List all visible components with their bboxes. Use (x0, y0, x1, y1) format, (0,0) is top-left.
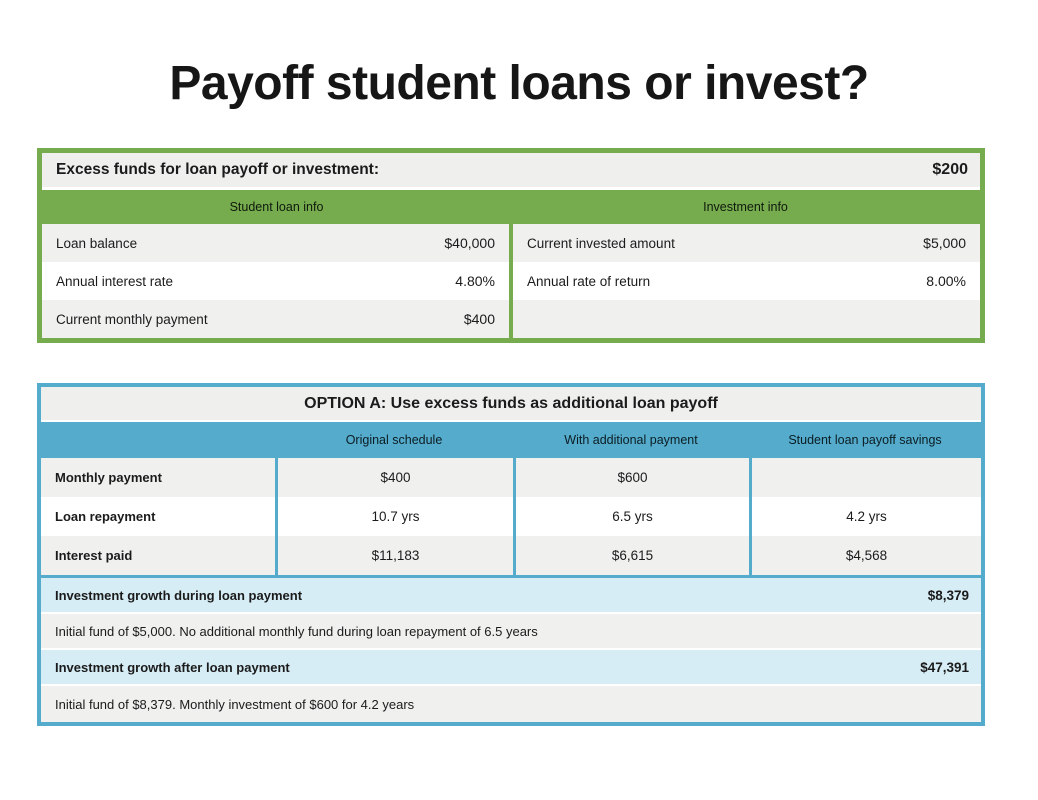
loan-balance-value[interactable]: $40,000 (444, 235, 495, 251)
monthly-payment-value[interactable]: $400 (463, 311, 495, 327)
table-row (42, 300, 509, 338)
row-label: Current monthly payment (56, 311, 208, 327)
option-a-grid (41, 422, 981, 575)
note-text: Initial fund of $5,000. No additional monthly fund during loan repayment of 6.5 years (55, 623, 538, 639)
cell-monthly-savings (749, 458, 981, 497)
cell-interest-savings: $4,568 (749, 536, 981, 575)
growth-during-note (41, 614, 981, 650)
excess-funds-table (37, 148, 985, 343)
option-a-table (37, 383, 985, 726)
row-label-interest-paid: Interest paid (41, 536, 275, 575)
student-loan-column (42, 224, 509, 338)
header-payoff-savings: Student loan payoff savings (749, 422, 981, 458)
growth-after-label: Investment growth after loan payment (55, 659, 290, 675)
header-with-additional-payment: With additional payment (513, 422, 749, 458)
row-label: Loan balance (56, 235, 138, 251)
investment-column (513, 224, 980, 338)
growth-during-label: Investment growth during loan payment (55, 587, 303, 603)
table-row (513, 300, 980, 338)
growth-during-row (41, 578, 981, 614)
cell-interest-original: $11,183 (275, 536, 513, 575)
note-text: Initial fund of $8,379. Monthly investment of $600 for 4.2 years (55, 696, 415, 712)
growth-after-value: $47,391 (920, 659, 969, 675)
header-cell-blank (41, 422, 275, 458)
cell-repayment-original: 10.7 yrs (275, 497, 513, 536)
cell-interest-additional: $6,615 (513, 536, 749, 575)
excess-funds-label: Excess funds for loan payoff or investment: (56, 161, 379, 178)
table-row (42, 262, 509, 300)
row-label-monthly-payment: Monthly payment (41, 458, 275, 497)
invested-amount-value[interactable]: $5,000 (923, 235, 966, 251)
cell-monthly-additional: $600 (513, 458, 749, 497)
student-loan-info-heading: Student loan info (229, 200, 324, 214)
growth-after-note (41, 686, 981, 722)
cell-repayment-additional: 6.5 yrs (513, 497, 749, 536)
row-label: Current invested amount (527, 235, 675, 251)
growth-after-row (41, 650, 981, 686)
cell-repayment-savings: 4.2 yrs (749, 497, 981, 536)
table-row (513, 224, 980, 262)
header-original-schedule: Original schedule (275, 422, 513, 458)
funds-body (42, 224, 980, 338)
rate-of-return-value[interactable]: 8.00% (926, 273, 966, 289)
table-row (42, 224, 509, 262)
page-title: Payoff student loans or invest? (169, 57, 869, 110)
investment-info-heading: Investment info (703, 200, 788, 214)
section-banner-row (42, 190, 980, 224)
excess-funds-value[interactable]: $200 (932, 161, 968, 178)
excess-funds-header-row (42, 153, 980, 190)
interest-rate-value[interactable]: 4.80% (455, 273, 495, 289)
cell-monthly-original: $400 (275, 458, 513, 497)
growth-during-value: $8,379 (927, 587, 969, 603)
row-label-loan-repayment: Loan repayment (41, 497, 275, 536)
row-label: Annual interest rate (56, 273, 174, 289)
row-label: Annual rate of return (527, 273, 651, 289)
option-a-title: OPTION A: Use excess funds as additional loan payoff (41, 387, 981, 422)
table-row (513, 262, 980, 300)
